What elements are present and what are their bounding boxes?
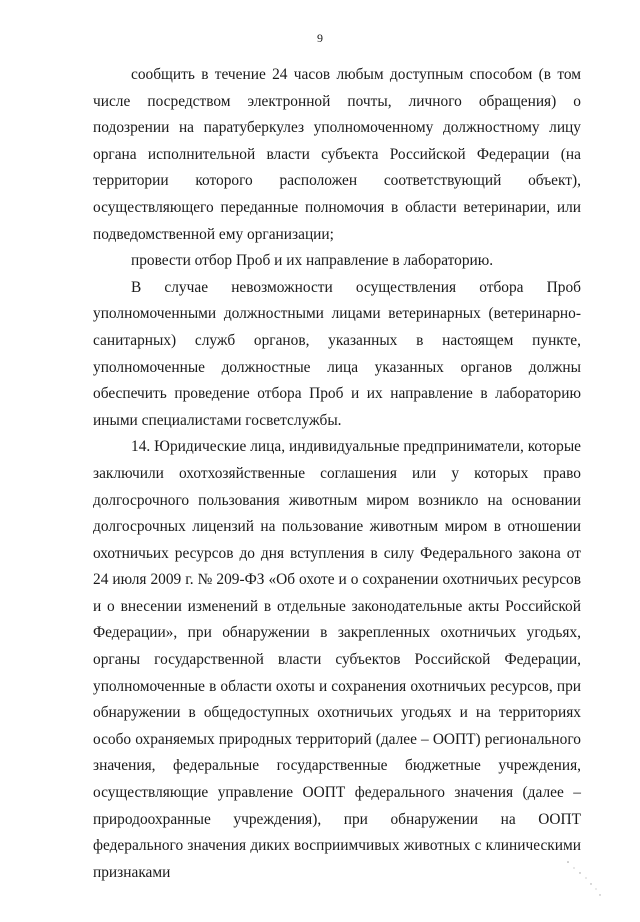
document-body [93,62,581,886]
paragraph-sampling-alternative: В случае невозможности осуществления отбора Проб уполномоченными должностными лицами ветеринарных (ветеринарно-санитарных) служб органов, указанных в настоящем пункте, уполномоченные должностные лица указанных органов должны обеспечить проведение отбора Проб и их направление в лабораторию иными специалистами госветслужбы. [93,278,581,429]
paragraph-sampling: провести отбор Проб и их направление в лабораторию. [131,252,494,270]
page-number: 9 [317,31,323,45]
scan-noise-marks [556,854,616,904]
paragraph-report-suspicion: сообщить в течение 24 часов любым доступным способом (в том числе посредством электронной почты, личного обращения) о подозрении на паратуберкулез уполномоченному должностному лицу органа исполнительной власти субъекта Российской Федерации (на территории которого расположен соответствующий объект), осуществляющего переданные полномочия в области ветеринарии, или подведомственной ему организации; [93,66,581,243]
paragraph-item-14: 14. Юридические лица, индивидуальные предприниматели, которые заключили охотхозяйственные соглашения или у которых право долгосрочного пользования животным миром возникло на основании долгосрочных лицензий на пользование животным миром в отношении охотничьих ресурсов до дня вступления в силу Федерального закона от 24 июля 2009 г. № 209-ФЗ «Об охоте и о сохранении охотничьих ресурсов и о внесении изменений в отдельные законодательные акты Российской Федерации», при обнаружении в закрепленных охотничьих угодьях, органы государственной власти субъектов Российской Федерации, уполномоченные в области охоты и сохранения охотничьих ресурсов, при обнаружении в общедоступных охотничьих угодьях и на территориях особо охраняемых природных территорий (далее – ООПТ) регионального значения, федеральные государственные бюджетные учреждения, осуществляющие управление ООПТ федерального значения (далее – природоохранные учреждения), при обнаружении на ООПТ федерального значения диких восприимчивых животных с клиническими признаками [93,438,581,881]
